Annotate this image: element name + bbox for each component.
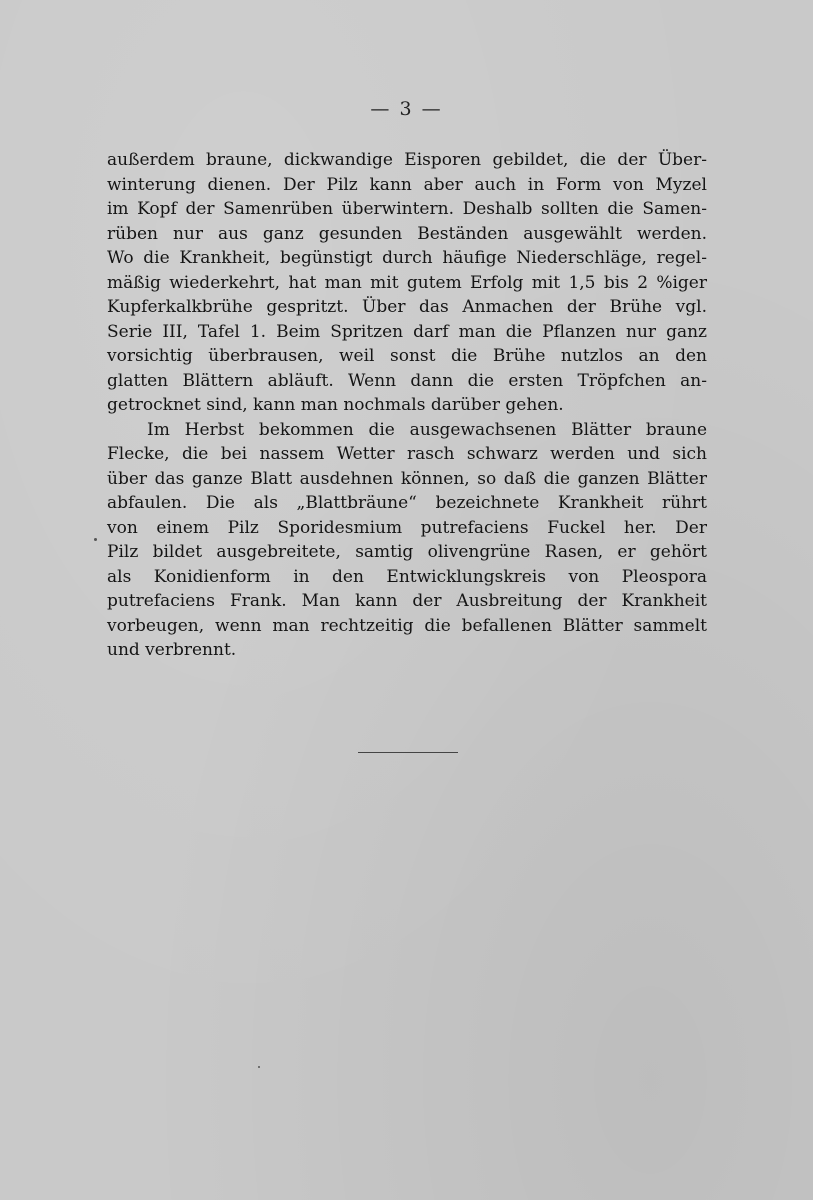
text-line: von einem Pilz Sporidesmium putrefaciens Fuckel her. Der (107, 517, 707, 538)
text-line: und verbrennt. (107, 640, 237, 660)
text-line: getrocknet sind, kann man nochmals darüber gehen. (107, 395, 564, 415)
text-line: Im Herbst bekommen die ausgewachsenen Blätter braune (147, 419, 707, 440)
end-rule (358, 752, 458, 753)
text-line: putrefaciens Frank. Man kann der Ausbreitung der Krankheit (107, 591, 707, 611)
text-line: mäßig wiederkehrt, hat man mit gutem Erfolg mit 1,5 bis 2 %iger (107, 272, 707, 293)
text-line: Kupferkalkbrühe gespritzt. Über das Anmachen der Brühe vgl. (107, 297, 707, 317)
text-line: abfaulen. Die als „Blattbräune“ bezeichnete Krankheit rührt (107, 493, 707, 513)
text-line: über das ganze Blatt ausdehnen können, so daß die ganzen Blätter (107, 468, 707, 489)
text-line: vorsichtig überbrausen, weil sonst die Brühe nutzlos an den (107, 346, 707, 366)
text-line: im Kopf der Samenrüben überwintern. Deshalb sollten die Samen- (107, 199, 707, 219)
text-line: glatten Blättern abläuft. Wenn dann die ersten Tröpfchen an- (107, 370, 707, 391)
paper-speck (94, 538, 97, 541)
text-line: Wo die Krankheit, begünstigt durch häufige Niederschläge, regel- (107, 248, 707, 268)
text-line: als Konidienform in den Entwicklungskreis von Pleospora (107, 566, 707, 587)
text-line: winterung dienen. Der Pilz kann aber auch in Form von Myzel (107, 174, 707, 195)
text-line: außerdem braune, dickwandige Eisporen gebildet, die der Über- (107, 150, 707, 170)
page-number: — 3 — (370, 98, 443, 120)
body-text (107, 148, 707, 663)
text-line: Flecke, die bei nassem Wetter rasch schwarz werden und sich (107, 444, 707, 464)
text-line: vorbeugen, wenn man rechtzeitig die befallenen Blätter sammelt (107, 615, 707, 636)
text-line: Serie III, Tafel 1. Beim Spritzen darf man die Pflanzen nur ganz (107, 321, 707, 342)
text-line: Pilz bildet ausgebreitete, samtig olivengrüne Rasen, er gehört (107, 542, 707, 562)
paper-speck (258, 1066, 260, 1068)
text-line: rüben nur aus ganz gesunden Beständen ausgewählt werden. (107, 223, 707, 244)
